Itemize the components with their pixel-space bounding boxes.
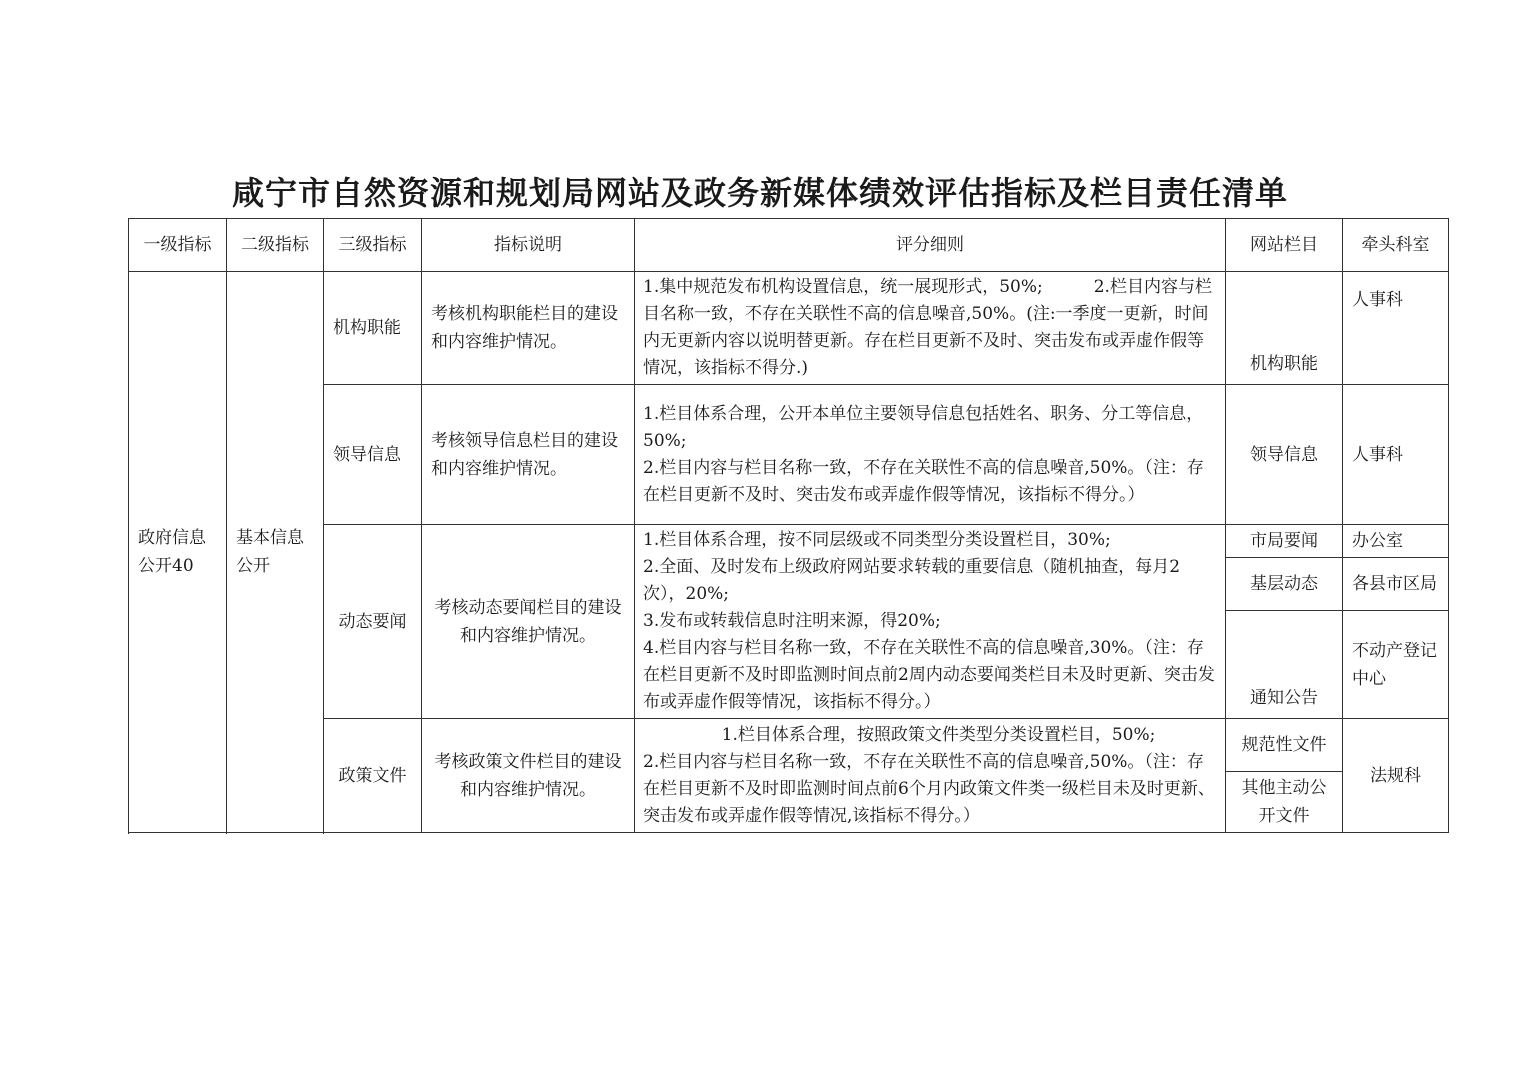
- table-row: [129, 525, 1449, 558]
- rule-text: 1.栏目体系合理，按不同层级或不同类型分类设置栏目，30%;: [643, 530, 1111, 550]
- rules-cell: [635, 719, 1226, 833]
- rule-text: 4.栏目内容与栏目名称一致，不存在关联性不高的信息噪音,30%。（注：存在栏目更新不及时即监测时间点前2周内动态要闻类栏目未及时更新、突击发布或弄虚作假等情况，该指标不得分。）: [643, 638, 1215, 712]
- rule-text: 1.栏目体系合理，按照政策文件类型分类设置栏目，50%;: [704, 724, 1156, 745]
- evaluation-table: [128, 218, 1449, 833]
- desc-cell: 考核领导信息栏目的建设和内容维护情况。: [422, 385, 635, 525]
- column-cell: 机构职能: [1226, 272, 1343, 385]
- desc-cell: 考核动态要闻栏目的建设和内容维护情况。: [422, 525, 635, 719]
- column-cell: 通知公告: [1226, 611, 1343, 719]
- column-cell: 基层动态: [1226, 558, 1343, 611]
- header-column: 网站栏目: [1226, 219, 1343, 272]
- level2-cell: 基本信息公开: [227, 272, 324, 833]
- column-cell: 市局要闻: [1226, 525, 1343, 558]
- header-desc: 指标说明: [422, 219, 635, 272]
- level1-cell: 政府信息公开40: [129, 272, 227, 833]
- rules-cell: [635, 385, 1226, 525]
- dept-cell: 人事科: [1343, 385, 1449, 525]
- level3-cell: 动态要闻: [324, 525, 422, 719]
- rule-text: 2.全面、及时发布上级政府网站要求转载的重要信息（随机抽查，每月2次），20%;: [643, 557, 1181, 604]
- page-title: 咸宁市自然资源和规划局网站及政务新媒体绩效评估指标及栏目责任清单: [231, 174, 1288, 212]
- column-cell: 规范性文件: [1226, 719, 1343, 772]
- rule-text: 1.栏目体系合理，公开本单位主要领导信息包括姓名、职务、分工等信息，50%;: [643, 403, 1204, 451]
- rule-text: 1.集中规范发布机构设置信息，统一展现形式，50%; 2.栏目内容与栏目名称一致，不存在关联性不高的信息噪音,50%。(注:一季度一更新，时间内无更新内容以说明替更新。存在栏目更新不及时、突击发布或弄虚作假等情况，该指标不得分.): [643, 277, 1212, 378]
- dept-cell: 人事科: [1343, 272, 1449, 385]
- header-row: [129, 219, 1449, 272]
- dept-cell: 各县市区局: [1343, 558, 1449, 611]
- desc-cell: 考核政策文件栏目的建设和内容维护情况。: [422, 719, 635, 833]
- level3-cell: 政策文件: [324, 719, 422, 833]
- rule-text: 2.栏目内容与栏目名称一致，不存在关联性不高的信息噪音,50%。（注：存在栏目更新不及时、突击发布或弄虚作假等情况，该指标不得分。）: [643, 457, 1204, 505]
- rules-cell: [635, 272, 1226, 385]
- header-rules: 评分细则: [635, 219, 1226, 272]
- rule-text: 3.发布或转载信息时注明来源，得20%;: [643, 611, 941, 631]
- rule-text: 2.栏目内容与栏目名称一致，不存在关联性不高的信息噪音,50%。（注：存在栏目更新不及时即监测时间点前6个月内政策文件类一级栏目未及时更新、突击发布或弄虚作假等情况,该指标不得分。）: [643, 751, 1215, 826]
- header-level1: 一级指标: [129, 219, 227, 272]
- table-row: [129, 272, 1449, 385]
- level3-cell: 领导信息: [324, 385, 422, 525]
- column-cell: 领导信息: [1226, 385, 1343, 525]
- dept-cell: 不动产登记中心: [1343, 611, 1449, 719]
- column-cell: 其他主动公开文件: [1226, 772, 1343, 833]
- desc-cell: 考核机构职能栏目的建设和内容维护情况。: [422, 272, 635, 385]
- header-level3: 三级指标: [324, 219, 422, 272]
- level3-cell: 机构职能: [324, 272, 422, 385]
- table-row: [129, 719, 1449, 772]
- header-level2: 二级指标: [227, 219, 324, 272]
- dept-cell: 法规科: [1343, 719, 1449, 833]
- rules-cell: [635, 525, 1226, 719]
- table-row: [129, 385, 1449, 525]
- dept-cell: 办公室: [1343, 525, 1449, 558]
- header-dept: 牵头科室: [1343, 219, 1449, 272]
